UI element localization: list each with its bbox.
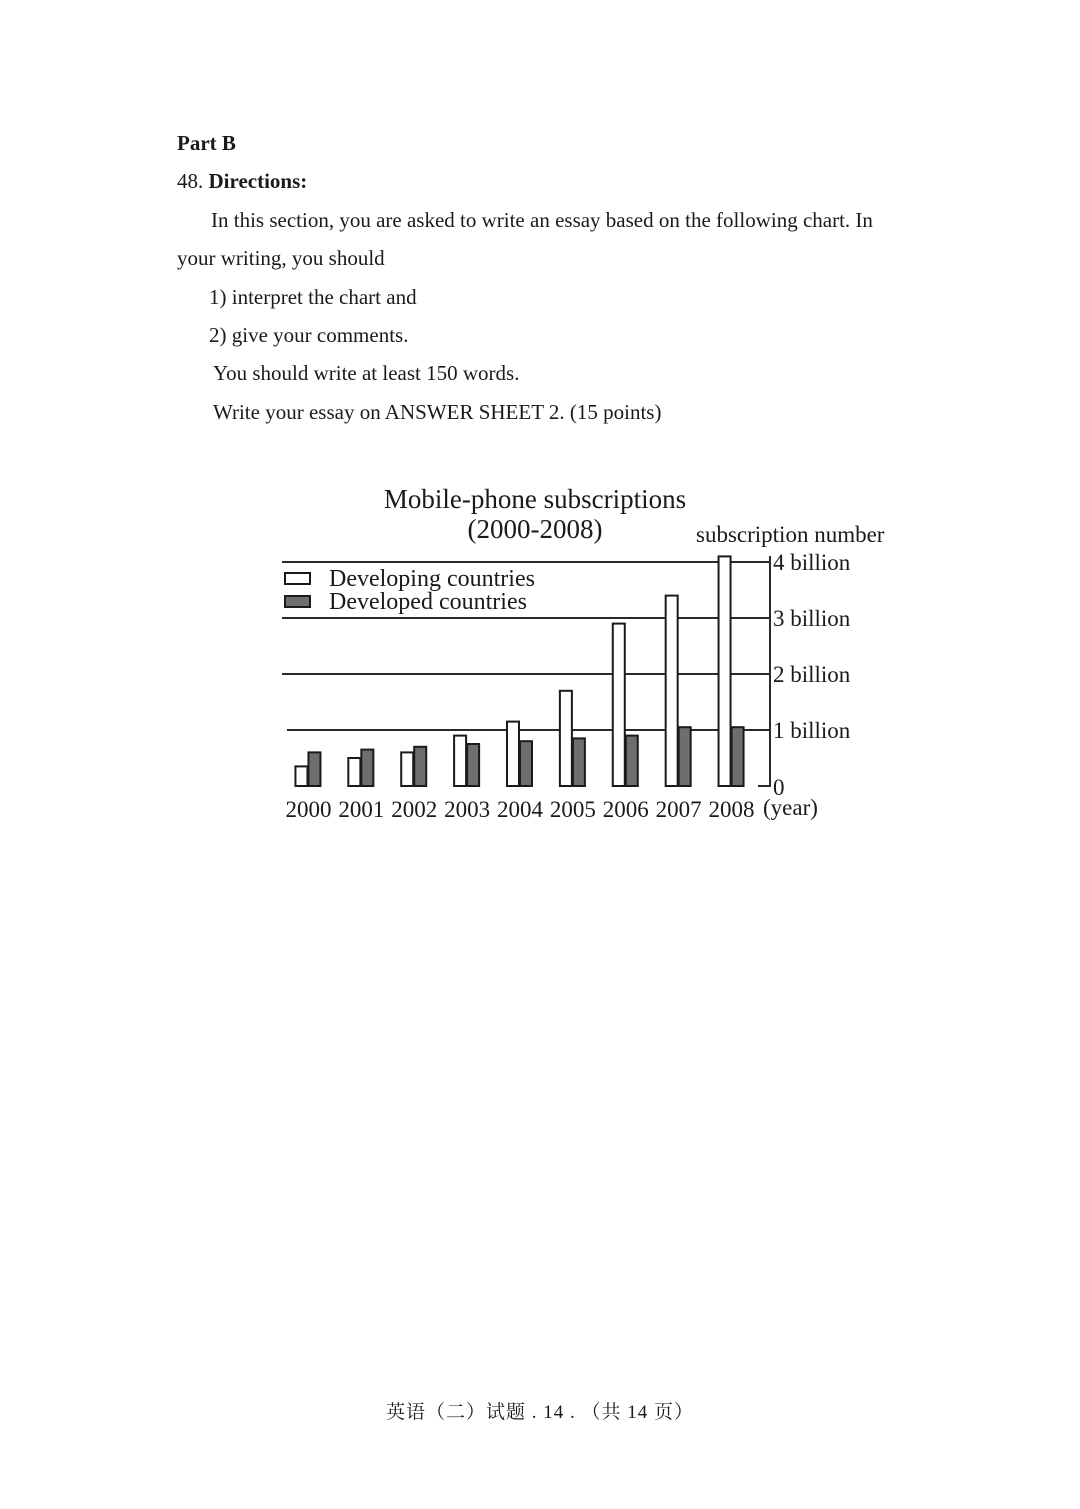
y-tick-label-4: 4 billion <box>773 550 851 575</box>
bar-developing-2000 <box>295 766 307 786</box>
y-axis <box>758 550 851 800</box>
bar-developed-2002 <box>414 747 426 786</box>
question-header <box>177 168 307 194</box>
legend <box>285 566 535 615</box>
x-tick-label-2004: 2004 <box>497 797 543 822</box>
subscriptions-chart <box>260 470 940 840</box>
y-tick-label-3: 3 billion <box>773 606 851 631</box>
section-heading: Part B <box>177 131 236 155</box>
x-tick-label-2001: 2001 <box>338 797 385 822</box>
bar-developed-2008 <box>732 727 744 786</box>
chart-title: Mobile-phone subscriptions <box>383 484 687 514</box>
x-tick-label-2003: 2003 <box>444 797 491 822</box>
x-tick-label-2005: 2005 <box>549 797 596 822</box>
bar-developing-2008 <box>719 556 731 786</box>
bar-developed-2007 <box>679 727 691 786</box>
bar-developing-2006 <box>613 624 625 786</box>
bar-developed-2005 <box>573 738 585 786</box>
x-axis-label: (year) <box>763 795 818 820</box>
x-tick-label-2002: 2002 <box>391 797 438 822</box>
legend-label-developed: Developed countries <box>329 589 527 615</box>
bar-developing-2007 <box>666 596 678 786</box>
bar-developing-2001 <box>348 758 360 786</box>
bar-developed-2004 <box>520 741 532 786</box>
bar-developing-2005 <box>560 691 572 786</box>
question-number: 48. <box>177 169 204 193</box>
x-tick-label-2006: 2006 <box>602 797 649 822</box>
legend-swatch-developing <box>285 573 310 584</box>
answer-sheet-instruction: Write your essay on ANSWER SHEET 2. (15 points) <box>213 400 662 424</box>
page-footer: 英语（二）试题 . 14 . （共 14 页） <box>385 1402 694 1423</box>
bar-developed-2001 <box>361 750 373 786</box>
directions-paragraph-line2: your writing, you should <box>177 246 385 270</box>
bar-developing-2004 <box>507 722 519 786</box>
x-tick-label-2008: 2008 <box>708 797 755 822</box>
instruction-item-1: 1) interpret the chart and <box>209 285 417 309</box>
chart-subtitle: (2000-2008) <box>467 514 603 544</box>
directions-label: Directions: <box>208 169 308 193</box>
directions-paragraph-line1: In this section, you are asked to write an essay based on the following chart. In <box>211 208 873 232</box>
bar-developing-2002 <box>401 752 413 786</box>
bar-developed-2000 <box>308 752 320 786</box>
word-requirement: You should write at least 150 words. <box>213 361 520 385</box>
x-tick-label-2000: 2000 <box>285 797 332 822</box>
instruction-item-2: 2) give your comments. <box>209 323 409 347</box>
legend-swatch-developed <box>285 596 310 607</box>
y-tick-label-2: 2 billion <box>773 662 851 687</box>
x-tick-label-2007: 2007 <box>655 797 702 822</box>
bar-developed-2003 <box>467 744 479 786</box>
legend-label-developing: Developing countries <box>329 566 535 592</box>
bar-developing-2003 <box>454 736 466 786</box>
x-axis-ticks <box>285 797 754 822</box>
y-tick-label-0: 0 <box>773 775 785 800</box>
y-tick-label-1: 1 billion <box>773 718 851 743</box>
bar-developed-2006 <box>626 736 638 786</box>
y-axis-label: subscription number <box>696 522 885 547</box>
